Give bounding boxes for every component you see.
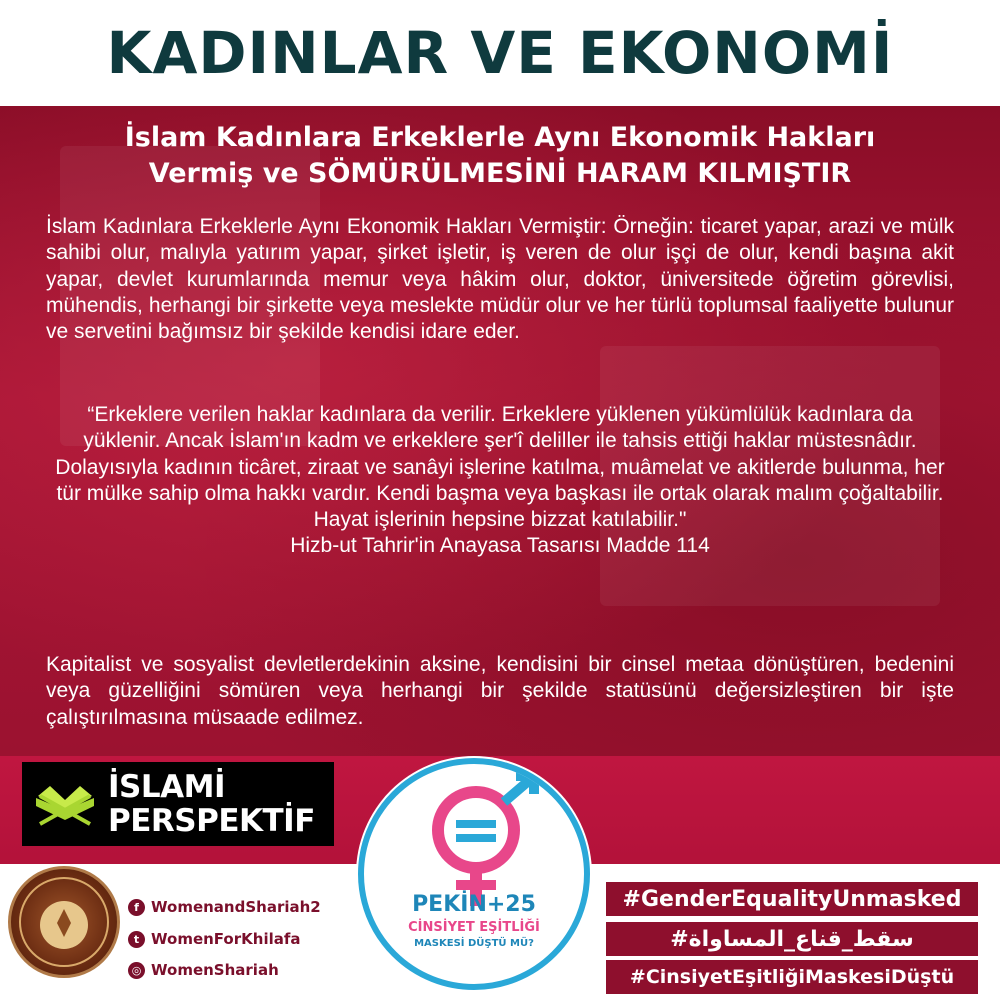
social-facebook[interactable] [128, 898, 321, 916]
hashtag-gender-equality[interactable]: #GenderEqualityUnmasked [606, 882, 978, 916]
pekin-campaign-logo [358, 758, 590, 990]
hashtag-arabic[interactable]: #سقط_قناع_المساواة [606, 922, 978, 956]
subtitle-line-2: Vermiş ve SÖMÜRÜLMESİNİ HARAM KILMIŞTIR [148, 158, 852, 189]
page-title: KADINLAR VE EKONOMİ [106, 19, 894, 87]
social-handle: WomenShariah [151, 961, 279, 979]
paragraph-rights: İslam Kadınlara Erkeklerle Aynı Ekonomik Hakları Vermiştir: Örneğin: ticaret yapar, arazi ve mülk sahibi olur, malıyla yatırım yapar, şirket işletir, iş veren de olur işçi de olur, kendi başına akit yapar, devlet kurumlarında memur veya hâkim olur, doktor, üniversitede öğretim görevlisi, mühendis, herhangi bir şirkette veya meslekte müdür olur ve her türlü toplumsal faaliyette bulunur ve servetini bağımsız bir şekilde kendisi idare eder. [46, 215, 954, 344]
quran-book-icon [22, 762, 108, 846]
social-twitter[interactable] [128, 930, 301, 948]
social-handle: WomenForKhilafa [151, 930, 301, 948]
header [0, 0, 1000, 106]
article-panel [0, 106, 1000, 756]
campaign-title: PEKİN+25 [412, 892, 536, 917]
quote-source: Hizb-ut Tahrir'in Anayasa Tasarısı Madde 114 [290, 534, 710, 558]
social-handle: WomenandShariah2 [151, 898, 321, 916]
kadin-ve-seriat-seal [8, 866, 120, 978]
quote-text: “Erkeklere verilen haklar kadınlara da verilir. Erkeklere yüklenen yükümlülük kadınlara da yüklenir. Ancak İslam'ın kadm ve erkeklere şer'î deliller ile tahsis ettiği haklar müstesnâdır. Dolayısıyla kadının ticâret, ziraat ve sanâyi işlerine katılma, muâmelat ve akitlerde bulunma, her tür mülke sahip olma hakkı vardır. Kendi başma veya başkası ile ortak olarak malım çoğaltabilir. Hayat işlerinin hepsine bizzat katılabilir." [55, 403, 945, 532]
seal-emblem-icon [11, 869, 117, 975]
campaign-question: MASKESİ DÜŞTÜ MÜ? [414, 938, 534, 949]
facebook-icon: f [128, 899, 145, 916]
hashtag-cinsiyet[interactable]: #CinsiyetEşitliğiMaskesiDüştü [606, 960, 978, 994]
subtitle-line-1: İslam Kadınlara Erkeklerle Aynı Ekonomik Hakları [124, 122, 876, 153]
twitter-icon: t [128, 931, 145, 948]
badge-line-1: İSLAMİ [108, 769, 225, 805]
quote-block [46, 402, 954, 560]
social-instagram[interactable] [128, 961, 279, 979]
instagram-icon: ◎ [128, 962, 145, 979]
campaign-subtitle: CİNSİYET EŞİTLİĞİ [408, 920, 540, 935]
article-subtitle [40, 120, 960, 192]
badge-line-2: PERSPEKTİF [108, 803, 315, 839]
paragraph-exploitation: Kapitalist ve sosyalist devletlerdekinin aksine, kendisini bir cinsel metaa dönüştüren, bedenini veya güzelliğini sömüren veya herhangi bir şekilde statüsünü değersizleştiren bir işte çalıştırılmasına müsaade edilmez. [46, 653, 954, 729]
islami-perspektif-badge [22, 762, 334, 846]
